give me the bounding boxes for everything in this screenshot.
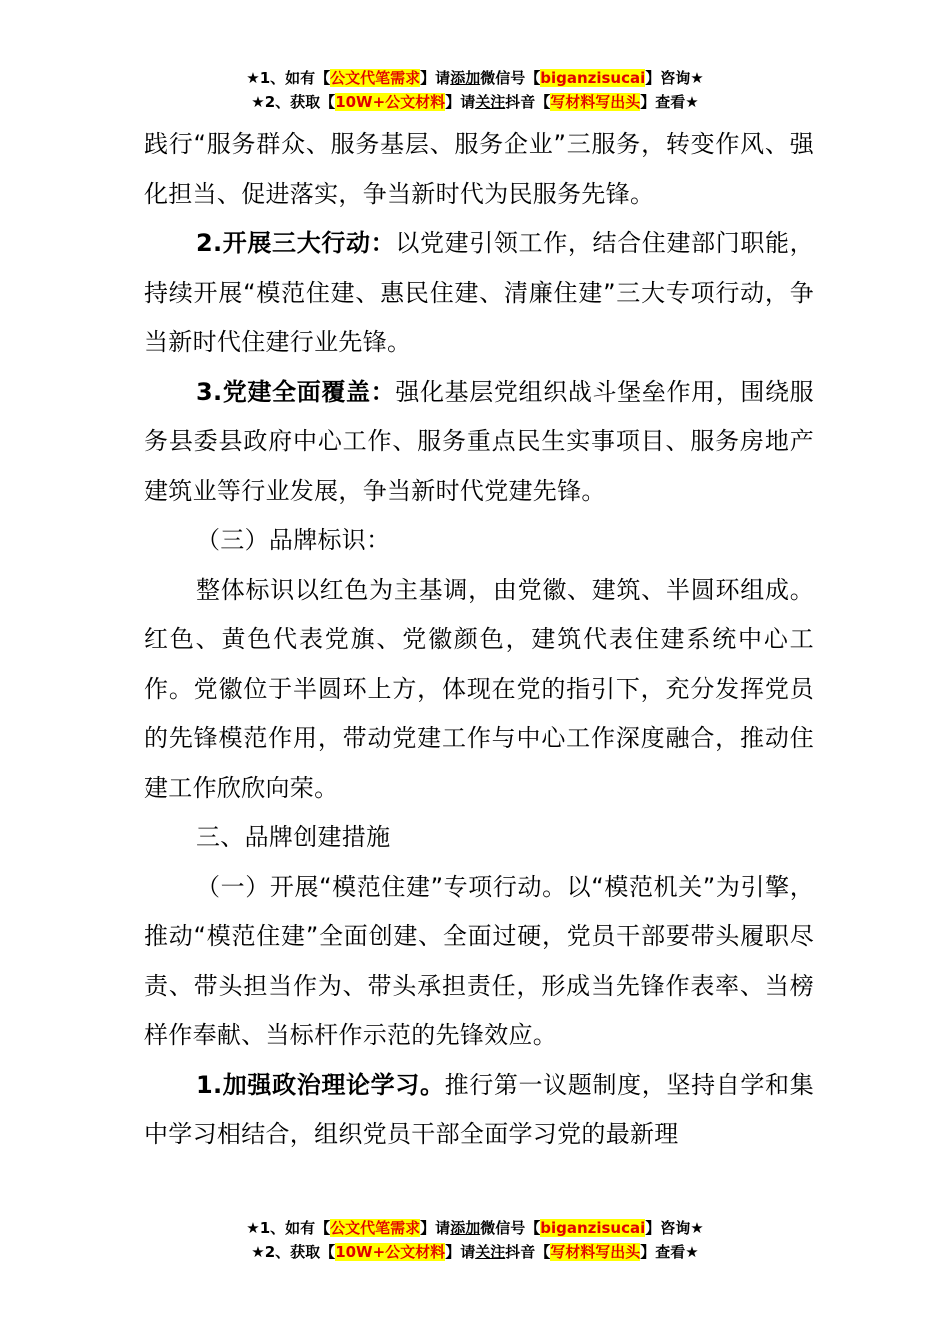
paragraph: 3.党建全面覆盖：强化基层党组织战斗堡垒作用，围绕服务县委县政府中心工作、服务重点民生实事项目、服务房地产建筑业等行业发展，争当新时代党建先锋。 [144,377,814,505]
footer-banner [0,1216,950,1264]
banner-highlight: 10W+公文材料 [335,93,446,111]
paragraph: （一）开展“模范住建”专项行动。以“模范机关”为引擎，推动“模范住建”全面创建、全面过硬，党员干部要带头履职尽责、带头担当作为、带头承担责任，形成当先锋作表率、当榜样作奉献、当标杆作示范的先锋效应。 [144,872,814,1049]
banner-wechat-id: biganzisucai [540,69,646,87]
header-banner [0,66,950,114]
banner-line-2: ★2、获取【10W+公文材料】请关注抖音【写材料写出头】查看★ [251,93,699,111]
banner-line-1: ★1、如有【公文代笔需求】请添加微信号【biganzisucai】咨询★ [246,1219,704,1237]
banner-line-2: ★2、获取【10W+公文材料】请关注抖音【写材料写出头】查看★ [251,1243,699,1261]
banner-highlight: 公文代笔需求 [330,69,421,87]
paragraph: 1.加强政治理论学习。推行第一议题制度，坚持自学和集中学习相结合，组织党员干部全面学习党的最新理 [144,1070,814,1148]
document-body [144,120,814,1160]
banner-wechat-id: biganzisucai [540,1219,646,1237]
paragraph: 践行“服务群众、服务基层、服务企业”三服务，转变作风、强化担当、促进落实，争当新时代为民服务先锋。 [144,130,814,208]
section-heading: 三、品牌创建措施 [196,823,391,851]
banner-line-1: ★1、如有【公文代笔需求】请添加微信号【biganzisucai】咨询★ [246,69,704,87]
banner-douyin-id: 写材料写出头 [550,93,641,111]
banner-highlight: 公文代笔需求 [330,1219,421,1237]
paragraph: 整体标识以红色为主基调，由党徽、建筑、半圆环组成。红色、黄色代表党旗、党徽颜色，建筑代表住建系统中心工作。党徽位于半圆环上方，体现在党的指引下，充分发挥党员的先锋模范作用，带动党建工作与中心工作深度融合，推动住建工作欣欣向荣。 [144,575,814,802]
banner-douyin-id: 写材料写出头 [550,1243,641,1261]
banner-highlight: 10W+公文材料 [335,1243,446,1261]
paragraph: 2.开展三大行动：以党建引领工作，结合住建部门职能，持续开展“模范住建、惠民住建、清廉住建”三大专项行动，争当新时代住建行业先锋。 [144,229,814,356]
section-heading: （三）品牌标识： [196,526,391,554]
